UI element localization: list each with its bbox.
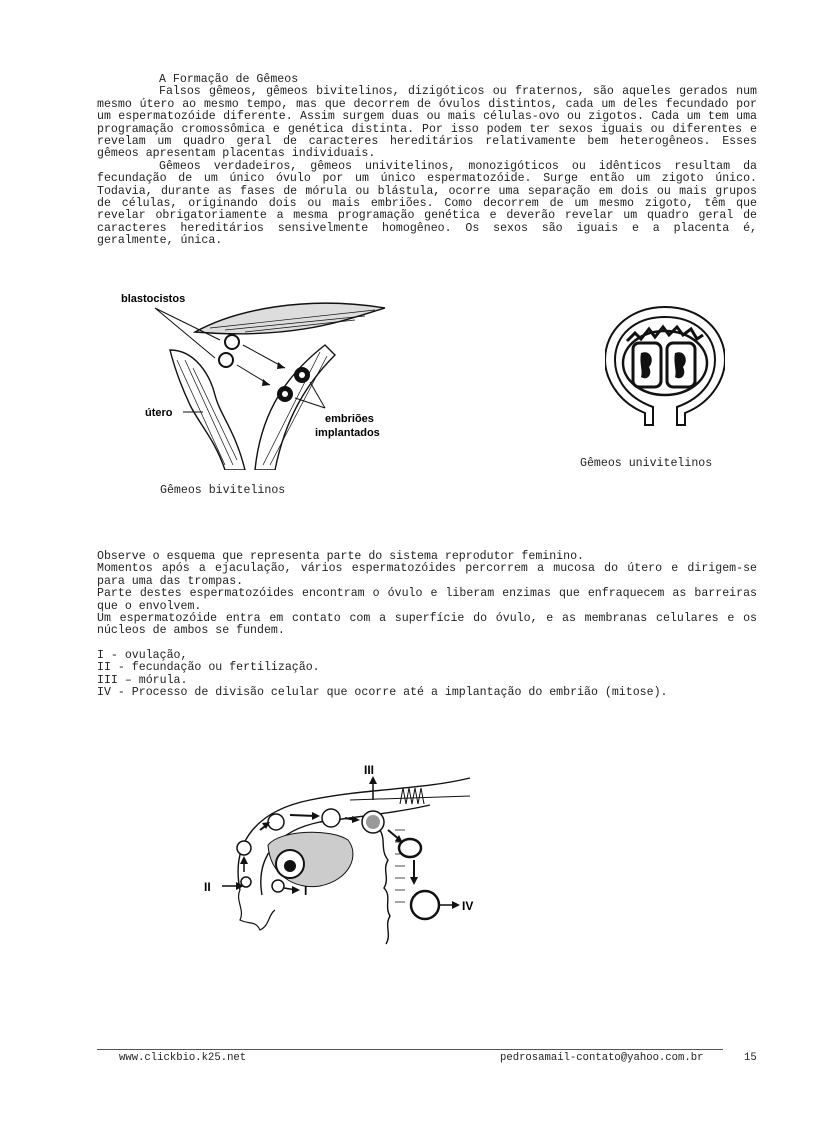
- article-block: [97, 74, 757, 248]
- article-title: A Formação de Gêmeos: [159, 73, 299, 86]
- blastocyst-2: [219, 353, 233, 367]
- exercise-line-4: Um espermatozóide entra em contato com a superfície do óvulo, e as membranas celulares e os núcleos de ambos se fundem.: [97, 612, 757, 638]
- figure-reproductive-scheme: [200, 760, 480, 950]
- exercise-line-1: Observe o esquema que representa parte do sistema reprodutor feminino.: [97, 550, 585, 563]
- label-II: II: [204, 880, 211, 894]
- label-blastocistos: blastocistos: [121, 293, 186, 305]
- paragraph-univitelinos: Gêmeos verdadeiros, gêmeos univitelinos, monozigóticos ou idênticos resultam da fecundação de um único óvulo por um único espermatozóide. Surge então um zigoto único. Todavia, durante as fases de mórula ou blástula, ocorre uma separação em dois ou mais grupos de células, originando dois ou mais embriões. Como decorrem de um mesmo zigoto, têm que revelar obrigatoriamente a mesma programação genética e deverão revelar um quadro geral de caracteres hereditários sensivelmente homogêneo. Os sexos são iguais e a placenta é, geralmente, única.: [97, 159, 757, 248]
- blastocyst-1: [225, 335, 239, 349]
- caption-univitelinos: Gêmeos univitelinos: [580, 457, 713, 470]
- exercise-block: [97, 551, 757, 699]
- exercise-item-I: I - ovulação,: [97, 648, 188, 662]
- footer-email: pedrosamail-contato@yahoo.com.br: [500, 1052, 704, 1064]
- caption-bivitelinos: Gêmeos bivitelinos: [160, 484, 286, 497]
- exercise-line-2: Momentos após a ejaculação, vários espermatozóides percorrem a mucosa do útero e dirigem-se para uma das trompas.: [97, 562, 757, 588]
- label-III: III: [364, 763, 375, 777]
- exercise-item-IV: IV - Processo de divisão celular que ocorre até a implantação do embrião (mitose).: [97, 686, 668, 700]
- two-cell-stage: [237, 841, 251, 855]
- label-I: I: [304, 884, 308, 898]
- footer-site: www.clickbio.k25.net: [119, 1052, 247, 1064]
- label-IV: IV: [462, 899, 474, 913]
- exercise-item-III: III – mórula.: [97, 673, 188, 687]
- label-implantados: implantados: [315, 427, 380, 439]
- exercise-item-II: II - fecundação ou fertilização.: [97, 661, 320, 675]
- label-embrioes: embriões: [325, 413, 374, 425]
- four-cell-stage: [268, 814, 284, 830]
- zygote-cell: [272, 880, 284, 892]
- exercise-line-3: Parte destes espermatozóides encontram o óvulo e liberam enzimas que enfraquecem as barreiras que o envolvem.: [97, 587, 757, 613]
- footer-divider: [97, 1049, 723, 1050]
- figure-univitelinos: [605, 305, 725, 435]
- figure-bivitelinos: [115, 290, 405, 470]
- paragraph-bivitelinos: Falsos gêmeos, gêmeos bivitelinos, dizigóticos ou fraternos, são aqueles gerados num mesmo útero ao mesmo tempo, mas que decorrem de óvulos distintos, cada um deles fecundado por um espermatozóide diferente. Assim surgem duas ou mais células-ovo ou zigotos. Cada um tem uma programação cromossômica e genética distinta. Por isso podem ter sexos iguais ou diferentes e revelam um quadro geral de caracteres hereditários relativamente bem heterogêneos. Esses gêmeos apresentam placentas individuais.: [97, 85, 757, 161]
- page-number: 15: [744, 1052, 757, 1064]
- implanting-embryo: [411, 891, 439, 919]
- eight-cell-stage: [322, 809, 340, 827]
- label-utero: útero: [145, 407, 173, 419]
